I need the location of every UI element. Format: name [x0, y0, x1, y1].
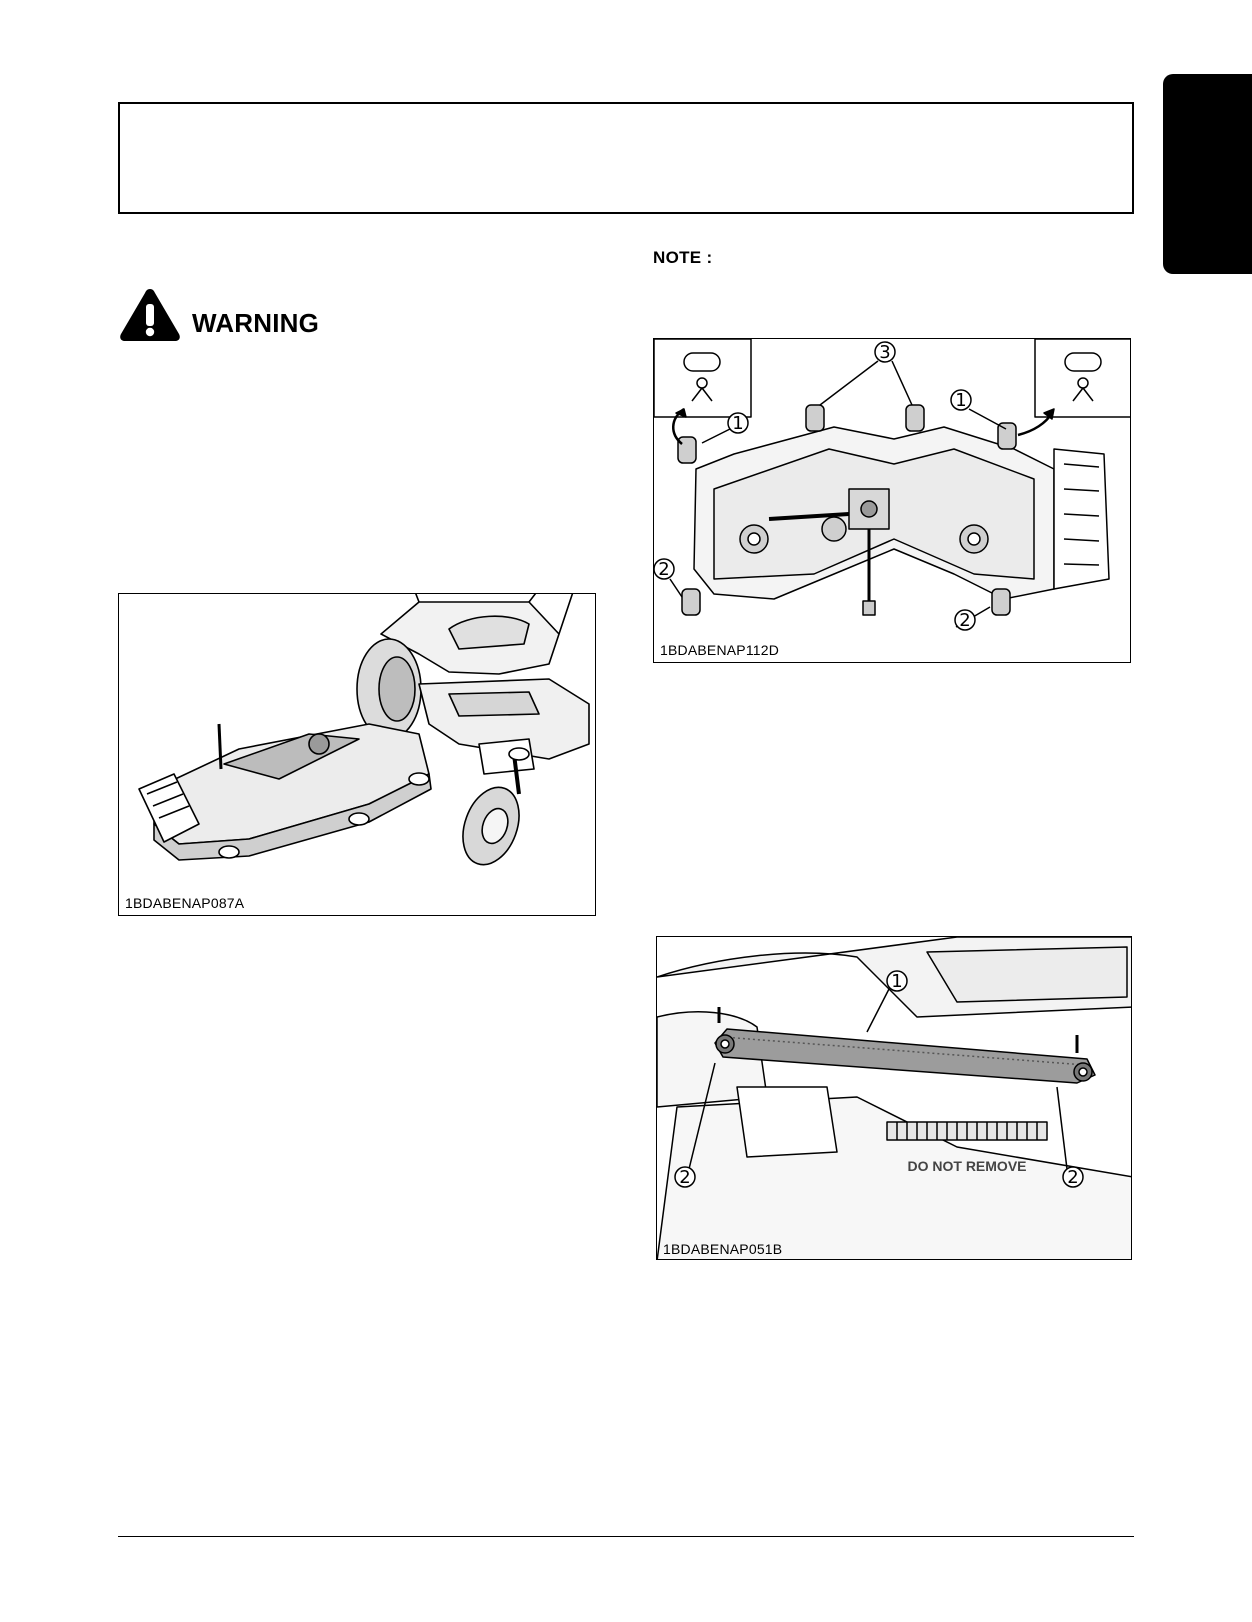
- callout-2-right: 2: [1067, 1167, 1079, 1188]
- figure-caption: 1BDABENAP051B: [663, 1241, 783, 1257]
- figure-deck-tractor: [118, 593, 596, 916]
- header-box: [118, 102, 1134, 214]
- figure-caption: 1BDABENAP087A: [125, 895, 245, 911]
- deck-tractor-illustration: [119, 594, 596, 916]
- callout-1: 1: [891, 971, 903, 992]
- note-label: NOTE :: [653, 248, 713, 267]
- warning-label: WARNING: [192, 308, 320, 338]
- callout-2-right: 2: [959, 610, 971, 631]
- warning-triangle-icon: [118, 286, 182, 342]
- figure-caption: 1BDABENAP112D: [660, 642, 780, 658]
- link-bar-illustration: [657, 937, 1132, 1260]
- warning-heading: [118, 286, 368, 344]
- decal-text: DO NOT REMOVE: [907, 1158, 1027, 1174]
- figure-deck-underside: [653, 338, 1131, 663]
- callout-2-left: 2: [658, 559, 670, 580]
- callout-1-left: 1: [732, 413, 744, 434]
- section-tab: [1163, 74, 1252, 274]
- footer-rule: [118, 1536, 1134, 1537]
- callout-1-right: 1: [955, 390, 967, 411]
- callout-3-top: 3: [879, 342, 891, 363]
- deck-underside-illustration: [654, 339, 1131, 663]
- callout-2-left: 2: [679, 1167, 691, 1188]
- figure-link-bar: [656, 936, 1132, 1260]
